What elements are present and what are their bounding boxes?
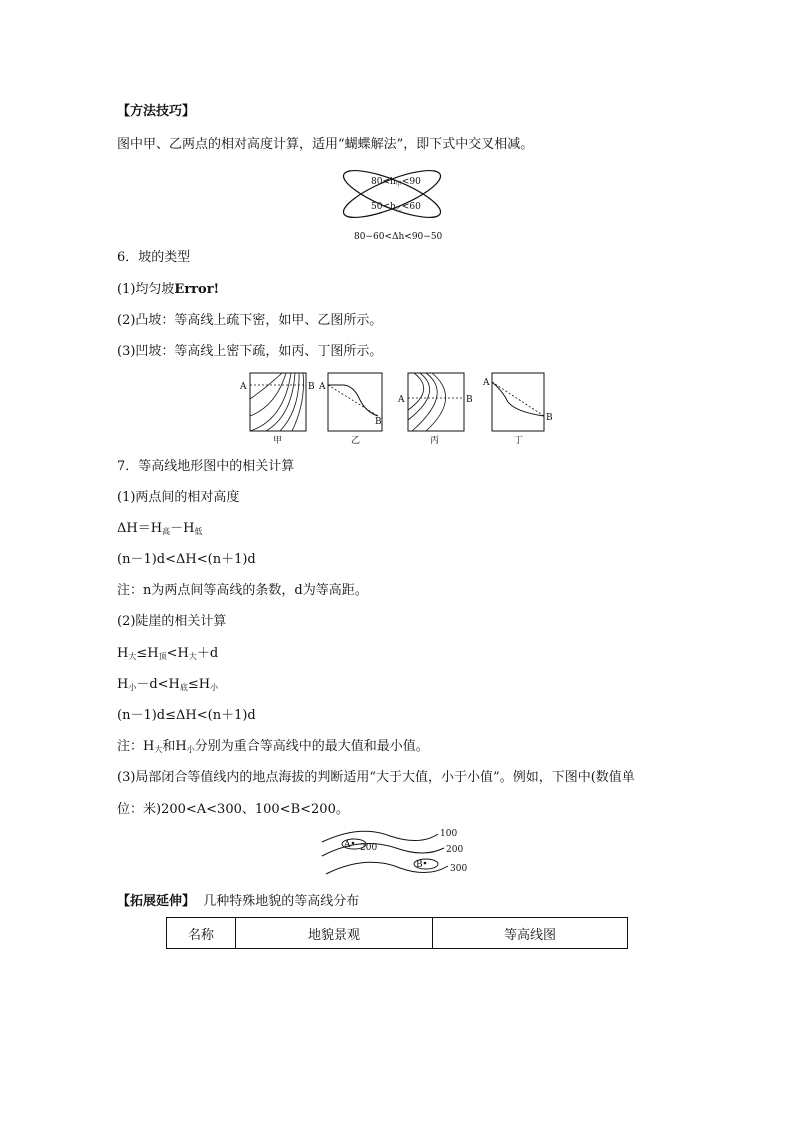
svg-text:B: B [308, 382, 315, 392]
slope-label-bing: 丙 [430, 436, 440, 446]
contour-200 [322, 844, 444, 857]
sec7-p3-line2: 位：米)200<A<300、100<B<200。 [117, 802, 349, 817]
svg-text:B: B [466, 395, 473, 405]
formula-range: (n－1)d<ΔH<(n＋1)d [117, 552, 256, 567]
slope-label-yi: 乙 [351, 436, 361, 446]
slope-label-jia: 甲 [273, 436, 283, 446]
butterfly-ellipse-2 [340, 162, 445, 227]
extension-heading: 【拓展延伸】 几种特殊地貌的等高线分布 [117, 894, 360, 909]
note-max-min: 注：$H_大$和$H_小$分别为重合等高线中的最大值和最小值。 [117, 739, 429, 754]
svg-text:B: B [416, 860, 423, 870]
contour-300 [326, 862, 448, 874]
contour-100 [322, 831, 438, 842]
table-header-contour-map: 等高线图 [433, 918, 628, 949]
formula-cliff-height: (n－1)d≤ΔH<(n＋1)d [117, 708, 256, 723]
label-200-a: 200 [360, 843, 378, 853]
method-heading: 【方法技巧】 [117, 104, 196, 119]
butterfly-bottom-inequality: $50<h_乙<60$ [371, 202, 421, 213]
note-n-d: 注：n为两点间等高线的条数，d为等高距。 [117, 583, 368, 598]
sec7-p2: (2)陡崖的相关计算 [117, 614, 227, 629]
svg-text:A: A [319, 382, 326, 392]
sec7-p1: (1)两点间的相对高度 [117, 490, 240, 505]
closed-contour-figure [320, 826, 480, 884]
slope-panel-ding [482, 373, 553, 446]
slope-panel-yi [318, 373, 382, 446]
slope-types-figure [236, 370, 561, 446]
table-header-name: 名称 [167, 918, 236, 949]
svg-text:A: A [240, 382, 247, 392]
sec7-title: 7．等高线地形图中的相关计算 [117, 459, 295, 474]
slope-panel-jia [239, 373, 315, 446]
butterfly-ellipse-1 [340, 162, 445, 227]
svg-text:A: A [344, 840, 351, 850]
svg-text:B: B [375, 417, 382, 427]
slope-label-ding: 丁 [514, 436, 524, 446]
sec7-p3-line1: (3)局部闭合等值线内的地点海拔的判断适用“大于大值，小于小值”。例如，下图中(数值单 [117, 770, 635, 785]
sec6-item1: (1)均匀坡Error! [117, 282, 220, 297]
method-text: 图中甲、乙两点的相对高度计算，适用“蝴蝶解法”，即下式中交叉相减。 [117, 137, 534, 152]
butterfly-top-inequality: $80<h_甲<90$ [371, 177, 421, 188]
sec6-title: 6．坡的类型 [117, 250, 191, 265]
table-header-row [167, 918, 628, 949]
svg-text:B: B [546, 413, 553, 423]
label-300: 300 [450, 864, 468, 874]
label-100: 100 [440, 829, 458, 839]
formula-cliff-bottom: $H_小-d<H_底\le H_小$ [117, 677, 219, 692]
table-header-landscape: 地貌景观 [236, 918, 433, 949]
slope-panel-bing [397, 373, 473, 446]
label-200-b: 200 [446, 845, 464, 855]
formula-cliff-top: $H_大\le H_顶<H_大+d$ [117, 646, 219, 661]
svg-text:A: A [398, 395, 405, 405]
landform-table [166, 917, 628, 949]
sec6-item2: (2)凸坡：等高线上疏下密，如甲、乙图所示。 [117, 313, 383, 328]
formula-relative-height: $\Delta H=H_高-H_低$ [117, 521, 203, 536]
sec6-item3: (3)凹坡：等高线上密下疏，如丙、丁图所示。 [117, 344, 383, 359]
butterfly-figure [340, 160, 460, 242]
butterfly-result: 80−60<Δh<90−50 [354, 232, 443, 242]
svg-text:A: A [483, 378, 490, 388]
